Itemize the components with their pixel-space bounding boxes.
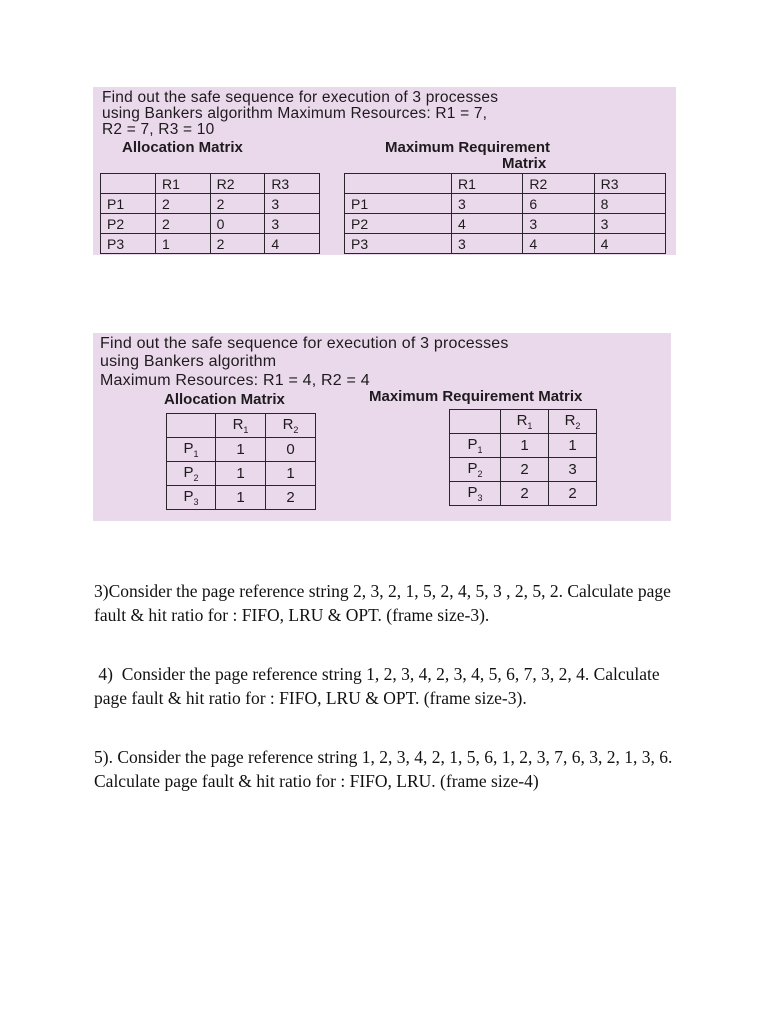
column-header: $R_1$ xyxy=(216,414,266,438)
table-header-row xyxy=(167,414,316,438)
max-matrix-title-line-1: Maximum Requirement xyxy=(385,139,551,156)
column-header: R1 xyxy=(156,174,211,194)
table-row: $P_1$ 1 0 xyxy=(167,438,316,462)
column-header: R3 xyxy=(265,174,320,194)
allocation-matrix-title: Allocation Matrix xyxy=(164,391,285,408)
question-line-2: using Bankers algorithm xyxy=(100,353,277,370)
table-row: $P_2$ 2 3 xyxy=(450,458,597,482)
question-5: 5). Consider the page reference string 1, 2, 3, 4, 2, 1, 5, 6, 1, 2, 3, 7, 6, 3, 2, 1, 3, 6. Calculate page fault & hit ratio for : FIFO, LRU. (frame size-4) xyxy=(94,747,673,791)
question-line-3: Maximum Resources: R1 = 4, R2 = 4 xyxy=(100,372,370,389)
question-line-2: using Bankers algorithm Maximum Resources: R1 = 7, xyxy=(102,105,488,122)
table-header-row xyxy=(101,174,320,194)
table-row: $P_3$ 1 2 xyxy=(167,486,316,510)
column-header: R3 xyxy=(594,174,665,194)
question-3: 3)Consider the page reference string 2, 3, 2, 1, 5, 2, 4, 5, 3 , 2, 5, 2. Calculate page fault & hit ratio for : FIFO, LRU & OPT. (frame size-3). xyxy=(94,581,671,625)
bankers-problem-image-1 xyxy=(93,87,676,255)
column-header: $R_2$ xyxy=(266,414,316,438)
column-header: R2 xyxy=(523,174,594,194)
table-row: P2 2 0 3 xyxy=(101,214,320,234)
max-matrix-title-line-2: Matrix xyxy=(502,155,547,172)
table-row: $P_3$ 2 2 xyxy=(450,482,597,506)
table-header-row xyxy=(450,410,597,434)
allocation-matrix-table xyxy=(166,413,316,510)
question-line-1: Find out the safe sequence for execution of 3 processes xyxy=(102,89,499,106)
column-header: R2 xyxy=(210,174,265,194)
column-header: $R_2$ xyxy=(549,410,597,434)
allocation-matrix-title: Allocation Matrix xyxy=(122,139,243,156)
max-requirement-matrix-table xyxy=(344,173,666,254)
max-matrix-title: Maximum Requirement Matrix xyxy=(369,388,583,405)
table-row: P1 2 2 3 xyxy=(101,194,320,214)
table-row: P3 3 4 4 xyxy=(345,234,666,254)
allocation-matrix-table xyxy=(100,173,320,254)
table-header-row xyxy=(345,174,666,194)
question-line-1: Find out the safe sequence for execution of 3 processes xyxy=(100,335,509,352)
question-4: 4) Consider the page reference string 1, 2, 3, 4, 2, 3, 4, 5, 6, 7, 3, 2, 4. Calculate page fault & hit ratio for : FIFO, LRU & OPT. (frame size-3). xyxy=(94,664,665,708)
bankers-problem-image-2 xyxy=(93,333,671,521)
table-row: P2 4 3 3 xyxy=(345,214,666,234)
question-line-3: R2 = 7, R3 = 10 xyxy=(102,121,215,138)
table-row: $P_2$ 1 1 xyxy=(167,462,316,486)
table-row: P3 1 2 4 xyxy=(101,234,320,254)
max-requirement-matrix-table xyxy=(449,409,597,506)
column-header: $R_1$ xyxy=(501,410,549,434)
table-row: P1 3 6 8 xyxy=(345,194,666,214)
table-row: $P_1$ 1 1 xyxy=(450,434,597,458)
column-header: R1 xyxy=(452,174,523,194)
